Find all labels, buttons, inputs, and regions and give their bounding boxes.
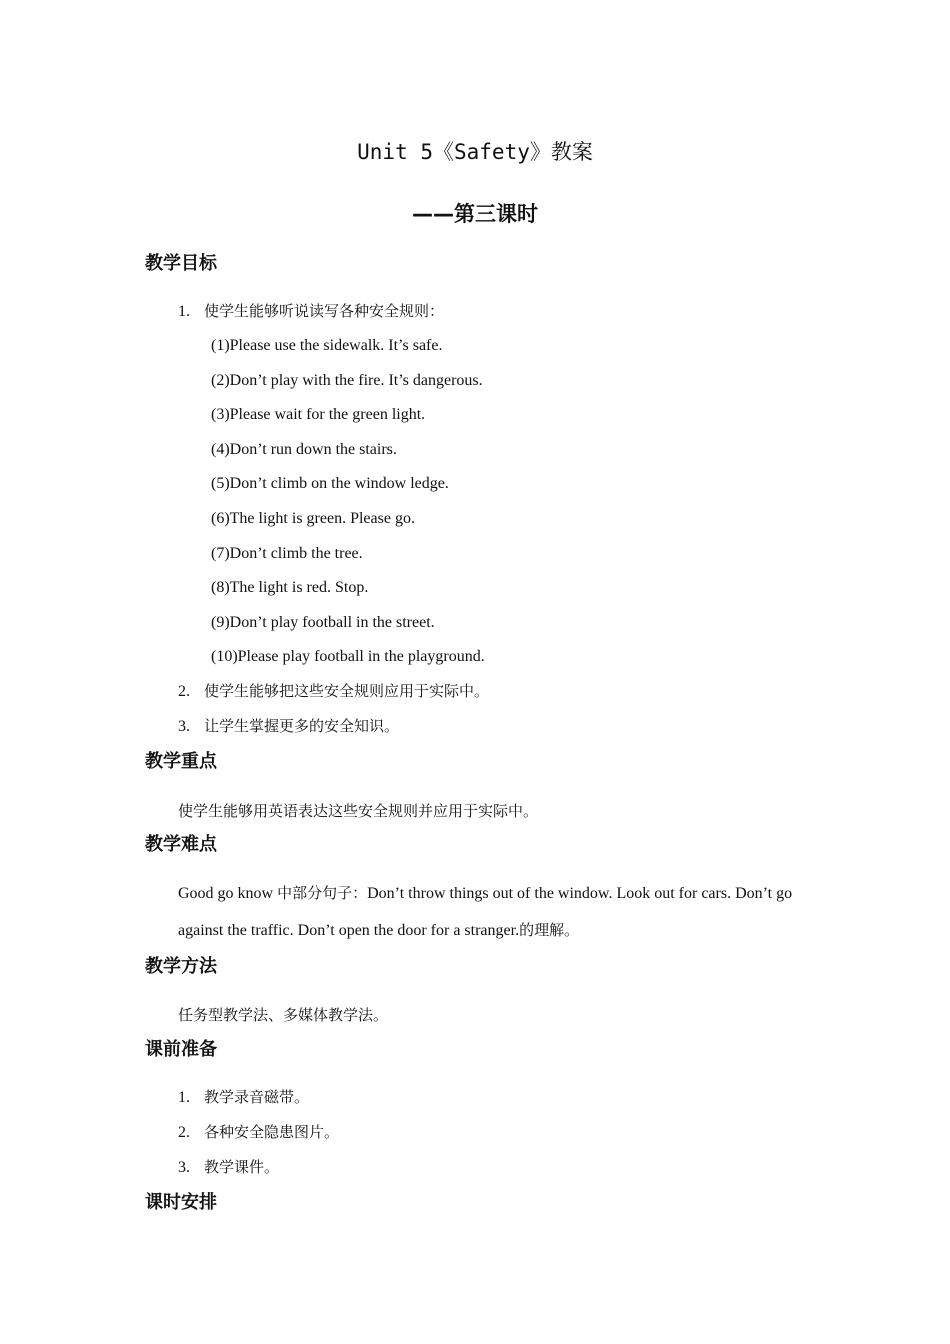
preparation-item-number: 2. [178,1124,190,1141]
difficulties-text-part4: 的理解。 [519,921,580,939]
rule-item: (1)Please use the sidewalk. It’s safe. [211,337,443,354]
difficulties-text [178,875,818,949]
key-points-text: 使学生能够用英语表达这些安全规则并应用于实际中。 [178,802,539,820]
rule-item: (6)The light is green. Please go. [211,510,415,527]
difficulties-text-part2: 中部分句子： [277,884,368,902]
objective-item-1-text: 使学生能够听说读写各种安全规则： [204,302,445,320]
preparation-item-text: 教学录音磁带。 [204,1088,310,1106]
objective-item-2 [178,680,489,703]
objective-item-1 [178,300,444,323]
preparation-item-text: 教学课件。 [204,1158,280,1176]
document-title: Unit 5《Safety》教案 [357,140,593,164]
heading-difficulties: 教学难点 [145,834,217,855]
preparation-item [178,1156,279,1179]
preparation-item [178,1086,309,1109]
preparation-item-number: 3. [178,1159,190,1176]
objective-item-3-number: 3. [178,718,190,735]
heading-methods: 教学方法 [145,956,217,977]
heading-key-points: 教学重点 [145,751,217,772]
heading-schedule: 课时安排 [145,1192,217,1213]
preparation-item-number: 1. [178,1089,190,1106]
preparation-item [178,1121,339,1144]
preparation-item-text: 各种安全隐患图片。 [204,1123,340,1141]
rule-item: (8)The light is red. Stop. [211,579,369,596]
objective-item-3-text: 让学生掌握更多的安全知识。 [204,717,400,735]
rule-item: (3)Please wait for the green light. [211,406,426,423]
heading-objectives: 教学目标 [145,253,217,274]
rule-item: (5)Don’t climb on the window ledge. [211,475,449,492]
objective-item-2-number: 2. [178,683,190,700]
methods-text: 任务型教学法、多媒体教学法。 [178,1006,389,1024]
objective-item-2-text: 使学生能够把这些安全规则应用于实际中。 [204,682,490,700]
rule-item: (4)Don’t run down the stairs. [211,441,397,458]
rule-item: (7)Don’t climb the tree. [211,545,363,562]
objective-item-1-number: 1. [178,303,190,320]
heading-preparation: 课前准备 [145,1039,217,1060]
rule-item: (10)Please play football in the playground. [211,648,485,665]
document-subtitle: ——第三课时 [412,202,538,226]
difficulties-text-part1: Good go know [178,885,278,902]
difficulties-text-part3: Don’t throw things out of the window. Look out for cars. Don’t go against the traffic. Don’t open the door for a stranger. [178,885,793,939]
objective-item-3 [178,715,399,738]
rule-item: (2)Don’t play with the fire. It’s dangerous. [211,372,483,389]
rule-item: (9)Don’t play football in the street. [211,614,435,631]
